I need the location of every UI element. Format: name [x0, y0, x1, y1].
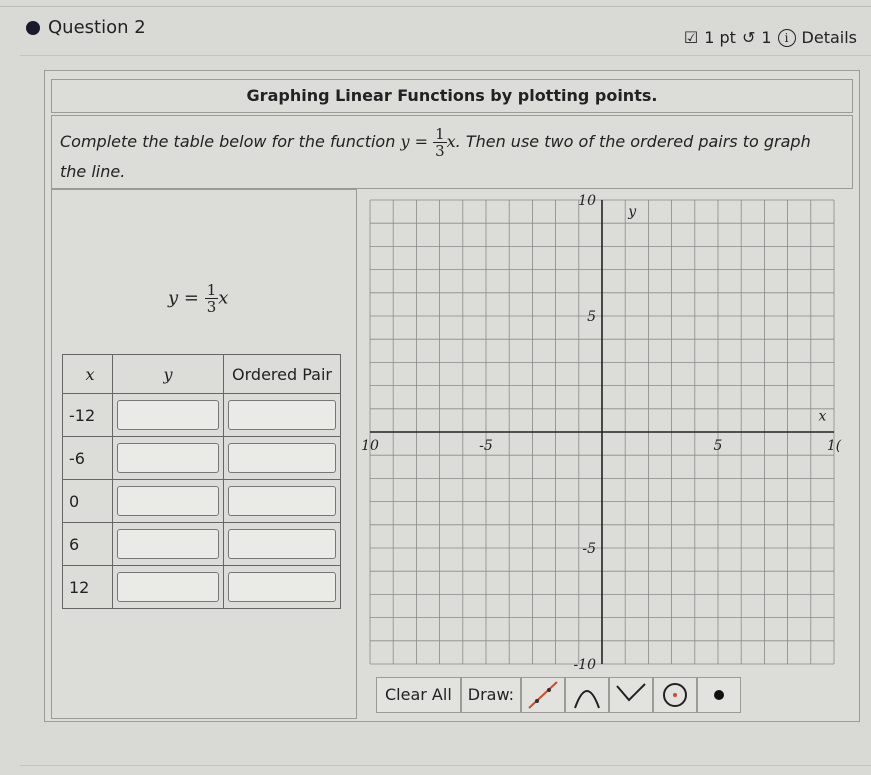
function-equation: [168, 282, 228, 315]
points-label: 1 pt: [704, 28, 736, 47]
pair-cell: [224, 480, 341, 523]
pair-cell: [224, 394, 341, 437]
header-y: y: [113, 355, 224, 394]
coordinate-graph[interactable]: [361, 193, 842, 673]
question-meta: [684, 28, 857, 47]
x-value: 6: [63, 523, 113, 566]
instr-frac-den: 3: [435, 142, 445, 160]
point-tool-button[interactable]: [697, 677, 741, 713]
y-input[interactable]: [117, 486, 219, 516]
retries-label: 1: [761, 28, 772, 47]
question-status-dot: [26, 21, 40, 35]
y-cell: [113, 523, 224, 566]
x-value: 0: [63, 480, 113, 523]
ordered-pair-input[interactable]: [228, 486, 336, 516]
instruction-text-end: . Then use two of the ordered pairs to graph the line.: [60, 132, 811, 181]
line-tool-button[interactable]: [521, 677, 565, 713]
table-row: [63, 394, 341, 437]
checkbox-icon: ☑: [683, 28, 699, 47]
x-tick-label: -5: [479, 438, 493, 454]
x-value: -12: [63, 394, 113, 437]
parabola-down-icon: [569, 680, 605, 710]
y-input[interactable]: [117, 443, 219, 473]
point-icon: [701, 680, 737, 710]
y-input[interactable]: [117, 529, 219, 559]
x-value: -6: [63, 437, 113, 480]
circle-tool-button[interactable]: [653, 677, 697, 713]
header-divider: [20, 55, 871, 56]
header-ordered-pair: Ordered Pair: [224, 355, 341, 394]
y-cell: [113, 480, 224, 523]
table-row: [63, 523, 341, 566]
table-header-row: [63, 355, 341, 394]
graph-toolbar: [376, 676, 741, 714]
y-tick-label: 5: [587, 309, 596, 325]
eq-frac-den: 3: [206, 298, 217, 316]
info-icon[interactable]: i: [778, 29, 796, 47]
circle-icon: [657, 680, 693, 710]
pair-cell: [224, 523, 341, 566]
y-tick-label: -5: [582, 541, 596, 557]
header-x: x: [63, 355, 113, 394]
parabola-up-tool-button[interactable]: [565, 677, 609, 713]
y-tick-label: -10: [573, 657, 596, 673]
instr-fraction: [433, 126, 447, 159]
retry-icon[interactable]: ↺: [741, 28, 756, 47]
y-cell: [113, 437, 224, 480]
absolute-value-icon: [613, 680, 649, 710]
instruction-equation: [400, 125, 456, 160]
details-link[interactable]: Details: [801, 28, 857, 47]
pair-cell: [224, 566, 341, 609]
problem-instructions: [51, 115, 853, 189]
eq-fraction: [205, 282, 219, 315]
x-tick-label: 5: [713, 438, 723, 454]
ordered-pair-input[interactable]: [228, 400, 336, 430]
eq-lhs: y =: [168, 287, 199, 309]
instr-frac-num: 1: [435, 125, 445, 143]
instr-eq-lhs: y =: [400, 132, 428, 151]
y-input[interactable]: [117, 572, 219, 602]
y-axis-label: y: [628, 204, 637, 221]
line-tool-icon: [525, 680, 561, 710]
question-title: Question 2: [48, 17, 146, 38]
x-tick-label: 1(: [826, 438, 842, 454]
y-cell: [113, 566, 224, 609]
absolute-value-tool-button[interactable]: [609, 677, 653, 713]
ordered-pair-input[interactable]: [228, 572, 336, 602]
y-input[interactable]: [117, 400, 219, 430]
problem-title: Graphing Linear Functions by plotting points.: [51, 79, 853, 113]
pair-cell: [224, 437, 341, 480]
ordered-pair-input[interactable]: [228, 443, 336, 473]
ordered-pair-input[interactable]: [228, 529, 336, 559]
clear-all-button[interactable]: Clear All: [376, 677, 461, 713]
top-divider: [0, 6, 871, 7]
draw-label: Draw:: [461, 677, 521, 713]
x-axis-label: x: [818, 408, 827, 425]
y-tick-label: 10: [578, 193, 596, 209]
eq-var: x: [218, 287, 229, 309]
table-row: [63, 437, 341, 480]
x-tick-label: 10: [361, 438, 379, 454]
footer-divider: [20, 765, 871, 766]
y-cell: [113, 394, 224, 437]
table-row: [63, 566, 341, 609]
table-row: [63, 480, 341, 523]
instr-eq-var: x: [446, 132, 456, 151]
instruction-text-start: Complete the table below for the function: [60, 132, 396, 151]
values-table: [62, 354, 341, 609]
x-value: 12: [63, 566, 113, 609]
eq-frac-num: 1: [206, 281, 217, 299]
